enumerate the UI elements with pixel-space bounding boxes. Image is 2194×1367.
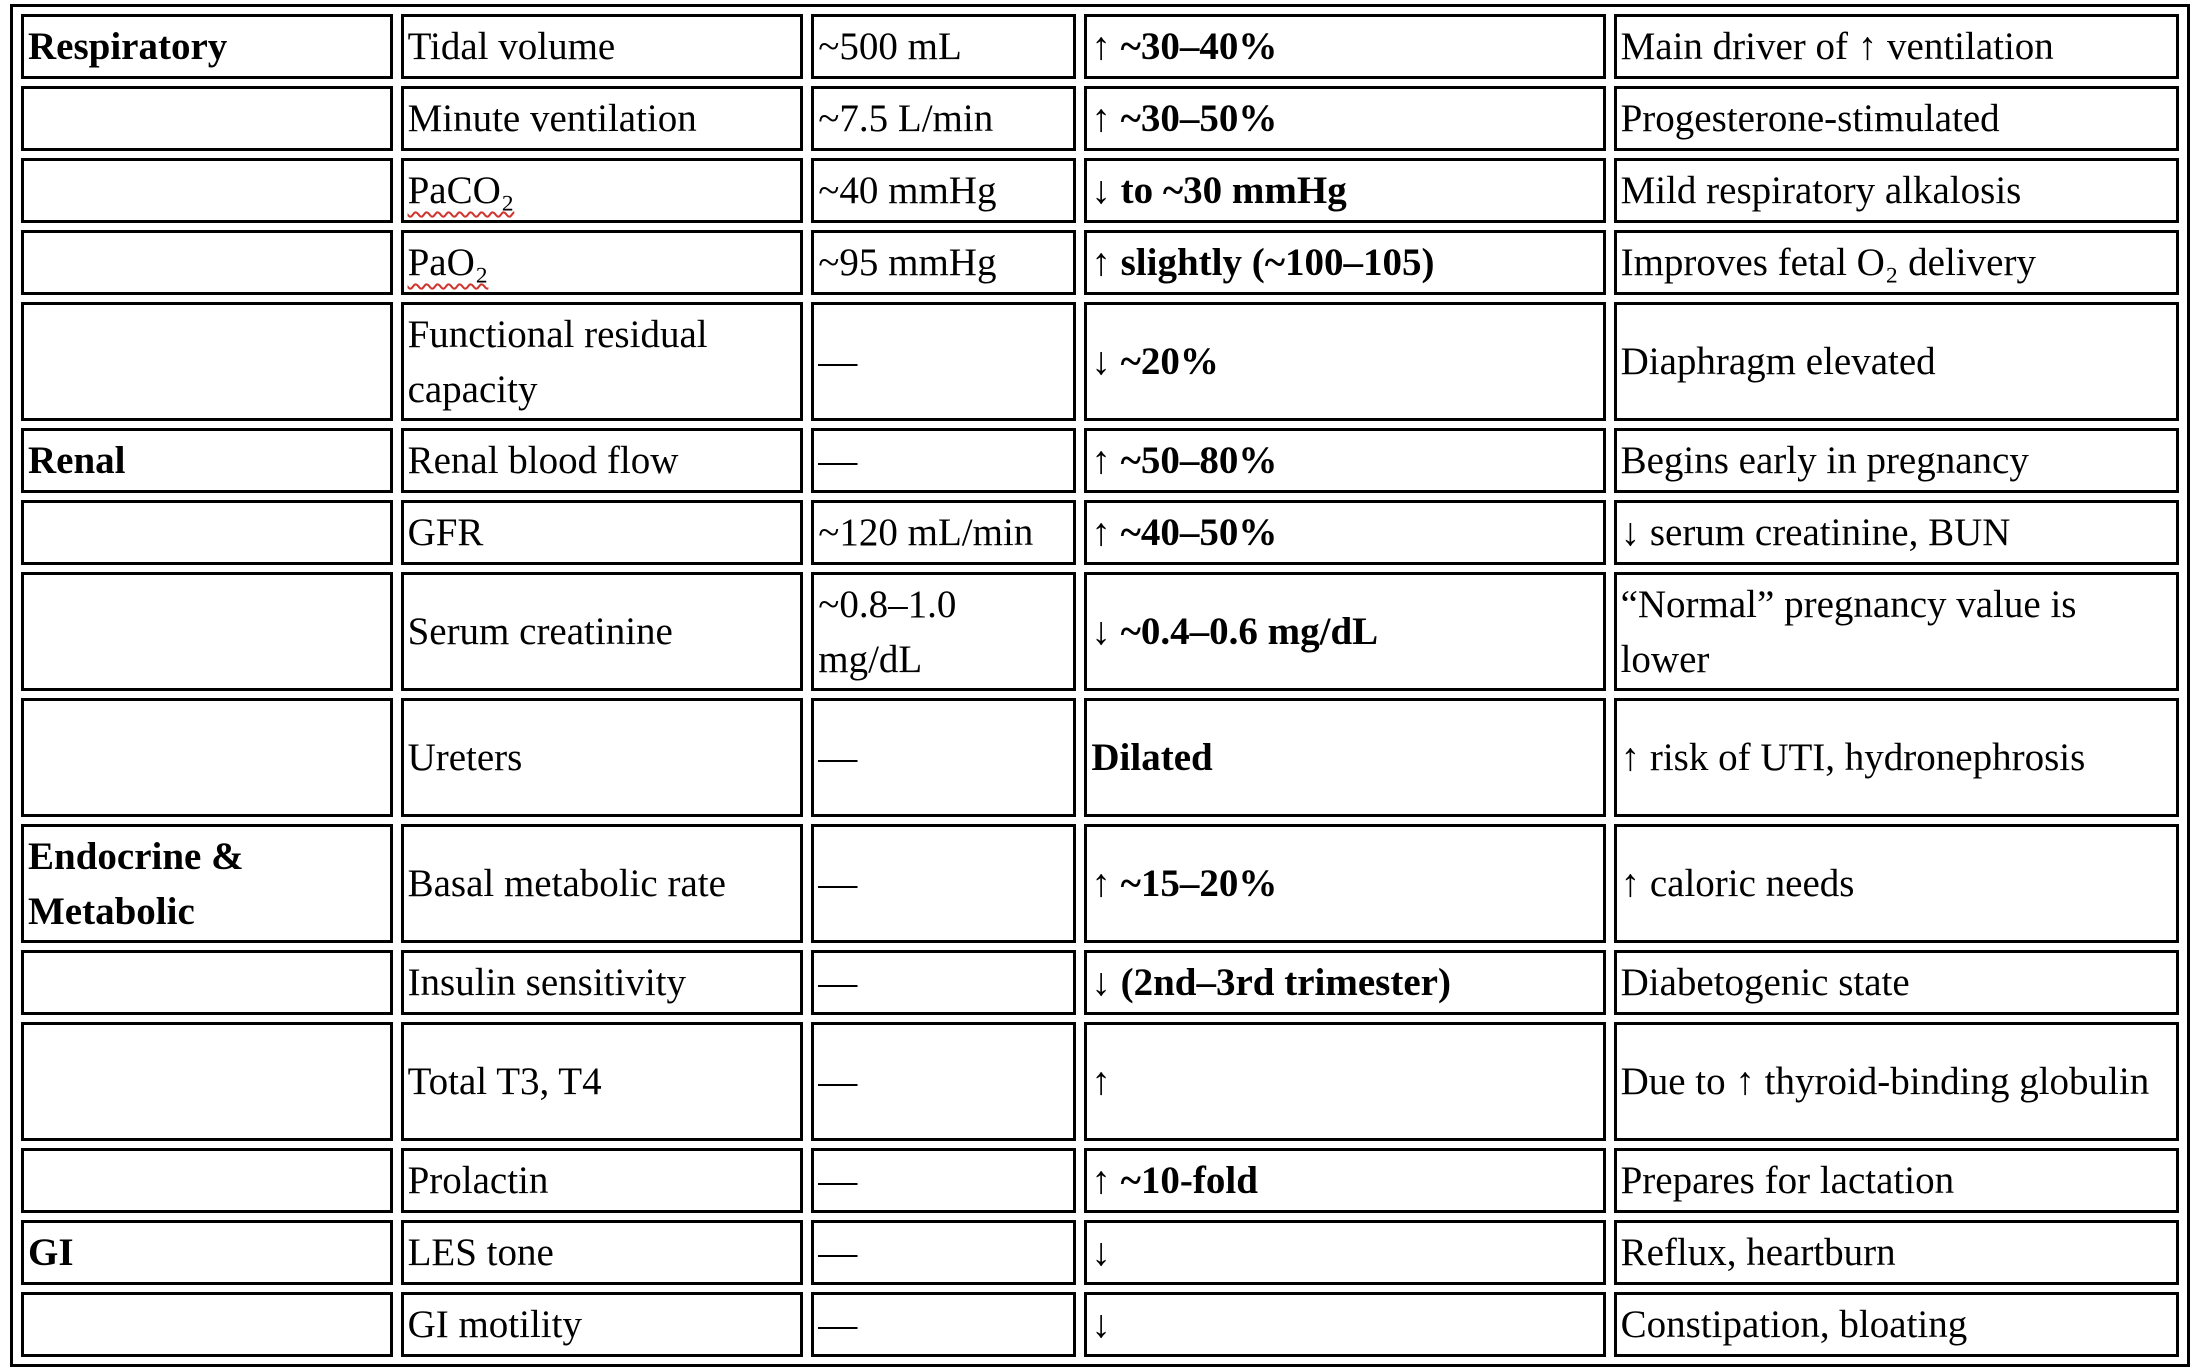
change-cell bbox=[1084, 572, 1605, 691]
system-cell bbox=[21, 158, 393, 223]
baseline-text: ~120 mL/min bbox=[818, 511, 1034, 554]
baseline-cell bbox=[811, 1220, 1076, 1285]
baseline-text: ~40 mmHg bbox=[818, 169, 997, 212]
arrow-up-icon: ↑ bbox=[1091, 25, 1121, 68]
change-cell bbox=[1084, 824, 1605, 943]
parameter-cell bbox=[401, 1022, 804, 1141]
parameter-text: PaCO₂ bbox=[407, 169, 515, 212]
baseline-cell bbox=[811, 1292, 1076, 1357]
table-row bbox=[21, 158, 2179, 223]
parameter-text: Insulin sensitivity bbox=[407, 961, 686, 1004]
baseline-text: ~95 mmHg bbox=[818, 241, 997, 284]
baseline-cell bbox=[811, 14, 1076, 79]
parameter-cell bbox=[401, 302, 804, 421]
parameter-cell bbox=[401, 500, 804, 565]
arrow-up-icon: ↑ bbox=[1091, 1159, 1121, 1202]
table-row bbox=[21, 1220, 2179, 1285]
system-text: Respiratory bbox=[28, 25, 228, 68]
change-text: ↓ to ~30 mmHg bbox=[1091, 169, 1347, 212]
note-cell bbox=[1614, 1148, 2179, 1213]
baseline-text: — bbox=[818, 340, 858, 383]
parameter-cell bbox=[401, 950, 804, 1015]
note-text: Progesterone-stimulated bbox=[1620, 97, 2000, 140]
note-text: Constipation, bloating bbox=[1620, 1303, 1968, 1346]
table-row bbox=[21, 1148, 2179, 1213]
note-text: Main driver of ↑ ventilation bbox=[1620, 25, 2054, 68]
change-text: ↑ slightly (~100–105) bbox=[1091, 241, 1435, 284]
note-cell bbox=[1614, 230, 2179, 295]
change-cell bbox=[1084, 1220, 1605, 1285]
system-cell bbox=[21, 698, 393, 817]
change-text: ↓ bbox=[1091, 1231, 1111, 1274]
arrow-up-icon: ↑ bbox=[1091, 511, 1121, 554]
system-cell bbox=[21, 1292, 393, 1357]
note-text: ↑ caloric needs bbox=[1620, 862, 1855, 905]
change-cell bbox=[1084, 86, 1605, 151]
baseline-text: — bbox=[818, 736, 858, 779]
change-text: ↓ ~0.4–0.6 mg/dL bbox=[1091, 610, 1379, 653]
system-cell bbox=[21, 302, 393, 421]
note-cell bbox=[1614, 1292, 2179, 1357]
note-cell bbox=[1614, 158, 2179, 223]
parameter-text: Basal metabolic rate bbox=[407, 862, 726, 905]
note-cell bbox=[1614, 824, 2179, 943]
note-cell bbox=[1614, 950, 2179, 1015]
parameter-cell bbox=[401, 1148, 804, 1213]
arrow-up-icon: ↑ bbox=[1091, 97, 1121, 140]
parameter-text: Ureters bbox=[407, 736, 523, 779]
change-text: ↑ ~50–80% bbox=[1091, 439, 1278, 482]
table-row bbox=[21, 500, 2179, 565]
baseline-text: — bbox=[818, 862, 858, 905]
arrow-up-icon: ↑ bbox=[1091, 862, 1121, 905]
system-cell bbox=[21, 86, 393, 151]
table-body bbox=[21, 14, 2179, 1357]
baseline-text: — bbox=[818, 439, 858, 482]
change-cell bbox=[1084, 158, 1605, 223]
note-text: Diaphragm elevated bbox=[1620, 340, 1936, 383]
table-row bbox=[21, 302, 2179, 421]
baseline-cell bbox=[811, 572, 1076, 691]
parameter-text: Total T3, T4 bbox=[407, 1060, 602, 1103]
arrow-down-icon: ↓ bbox=[1091, 169, 1121, 212]
note-cell bbox=[1614, 698, 2179, 817]
arrow-up-icon: ↑ bbox=[1091, 439, 1121, 482]
baseline-cell bbox=[811, 1022, 1076, 1141]
parameter-text: Tidal volume bbox=[407, 25, 616, 68]
change-text: ↑ bbox=[1091, 1060, 1111, 1103]
system-cell bbox=[21, 500, 393, 565]
system-cell bbox=[21, 950, 393, 1015]
note-text: Improves fetal O₂ delivery bbox=[1620, 241, 2036, 284]
parameter-cell bbox=[401, 86, 804, 151]
note-text: “Normal” pregnancy value is lower bbox=[1620, 582, 2077, 681]
note-cell bbox=[1614, 572, 2179, 691]
note-cell bbox=[1614, 428, 2179, 493]
note-cell bbox=[1614, 1022, 2179, 1141]
change-cell bbox=[1084, 230, 1605, 295]
parameter-text: Serum creatinine bbox=[407, 610, 673, 653]
arrow-up-icon: ↑ bbox=[1091, 241, 1121, 284]
note-cell bbox=[1614, 14, 2179, 79]
note-text: Reflux, heartburn bbox=[1620, 1231, 1896, 1274]
baseline-cell bbox=[811, 500, 1076, 565]
system-text: Renal bbox=[28, 439, 126, 482]
parameter-cell bbox=[401, 1220, 804, 1285]
arrow-down-icon: ↓ bbox=[1091, 961, 1121, 1004]
baseline-text: ~500 mL bbox=[818, 25, 962, 68]
parameter-text: GI motility bbox=[407, 1303, 582, 1346]
change-text: ↑ ~30–40% bbox=[1091, 25, 1278, 68]
baseline-cell bbox=[811, 302, 1076, 421]
table-row bbox=[21, 14, 2179, 79]
change-text: ↓ bbox=[1091, 1303, 1111, 1346]
parameter-cell bbox=[401, 230, 804, 295]
change-text: ↓ (2nd–3rd trimester) bbox=[1091, 961, 1451, 1004]
note-text: Due to ↑ thyroid-binding globulin bbox=[1620, 1060, 2150, 1103]
change-text: ↑ ~10-fold bbox=[1091, 1159, 1258, 1202]
note-cell bbox=[1614, 1220, 2179, 1285]
note-cell bbox=[1614, 86, 2179, 151]
parameter-cell bbox=[401, 428, 804, 493]
parameter-cell bbox=[401, 824, 804, 943]
arrow-down-icon: ↓ bbox=[1091, 610, 1121, 653]
note-text: Prepares for lactation bbox=[1620, 1159, 1955, 1202]
parameter-cell bbox=[401, 158, 804, 223]
baseline-text: — bbox=[818, 1231, 858, 1274]
note-text: ↑ risk of UTI, hydronephrosis bbox=[1620, 736, 2086, 779]
table-row bbox=[21, 824, 2179, 943]
note-text: Begins early in pregnancy bbox=[1620, 439, 2029, 482]
change-cell bbox=[1084, 1022, 1605, 1141]
parameter-text: PaO₂ bbox=[407, 241, 489, 284]
change-cell bbox=[1084, 302, 1605, 421]
table-row bbox=[21, 572, 2179, 691]
system-cell bbox=[21, 1148, 393, 1213]
parameter-cell bbox=[401, 572, 804, 691]
change-cell bbox=[1084, 1292, 1605, 1357]
note-text: Mild respiratory alkalosis bbox=[1620, 169, 2022, 212]
parameter-cell bbox=[401, 14, 804, 79]
baseline-cell bbox=[811, 428, 1076, 493]
change-text: Dilated bbox=[1091, 736, 1213, 779]
system-cell bbox=[21, 14, 393, 79]
system-cell bbox=[21, 824, 393, 943]
note-cell bbox=[1614, 500, 2179, 565]
baseline-text: — bbox=[818, 1060, 858, 1103]
parameter-cell bbox=[401, 1292, 804, 1357]
system-cell bbox=[21, 572, 393, 691]
system-text: Endocrine & Metabolic bbox=[28, 834, 244, 933]
change-cell bbox=[1084, 950, 1605, 1015]
parameter-text: Minute ventilation bbox=[407, 97, 697, 140]
arrow-down-icon: ↓ bbox=[1091, 340, 1121, 383]
note-cell bbox=[1614, 302, 2179, 421]
system-text: GI bbox=[28, 1231, 74, 1274]
note-text: ↓ serum creatinine, BUN bbox=[1620, 511, 2011, 554]
baseline-cell bbox=[811, 950, 1076, 1015]
change-text: ↑ ~15–20% bbox=[1091, 862, 1278, 905]
system-cell bbox=[21, 1220, 393, 1285]
change-cell bbox=[1084, 1148, 1605, 1213]
change-text: ↑ ~30–50% bbox=[1091, 97, 1278, 140]
system-cell bbox=[21, 428, 393, 493]
table-row bbox=[21, 230, 2179, 295]
baseline-cell bbox=[811, 158, 1076, 223]
table-row bbox=[21, 1292, 2179, 1357]
baseline-cell bbox=[811, 824, 1076, 943]
baseline-cell bbox=[811, 1148, 1076, 1213]
change-text: ↑ ~40–50% bbox=[1091, 511, 1278, 554]
change-cell bbox=[1084, 14, 1605, 79]
table-row bbox=[21, 428, 2179, 493]
system-cell bbox=[21, 230, 393, 295]
system-cell bbox=[21, 1022, 393, 1141]
baseline-text: — bbox=[818, 961, 858, 1004]
table-row bbox=[21, 1022, 2179, 1141]
change-cell bbox=[1084, 500, 1605, 565]
parameter-text: Functional residual capacity bbox=[407, 312, 708, 411]
table-row bbox=[21, 950, 2179, 1015]
baseline-cell bbox=[811, 698, 1076, 817]
parameter-text: GFR bbox=[407, 511, 484, 554]
change-text: ↓ ~20% bbox=[1091, 340, 1219, 383]
note-text: Diabetogenic state bbox=[1620, 961, 1910, 1004]
parameter-cell bbox=[401, 698, 804, 817]
table-row bbox=[21, 86, 2179, 151]
baseline-text: ~7.5 L/min bbox=[818, 97, 994, 140]
parameter-text: Renal blood flow bbox=[407, 439, 679, 482]
physiology-table bbox=[10, 4, 2190, 1367]
change-cell bbox=[1084, 428, 1605, 493]
baseline-cell bbox=[811, 86, 1076, 151]
baseline-text: — bbox=[818, 1303, 858, 1346]
baseline-text: ~0.8–1.0 mg/dL bbox=[818, 582, 957, 681]
table-row bbox=[21, 698, 2179, 817]
parameter-text: LES tone bbox=[407, 1231, 554, 1274]
parameter-text: Prolactin bbox=[407, 1159, 549, 1202]
baseline-cell bbox=[811, 230, 1076, 295]
change-cell bbox=[1084, 698, 1605, 817]
baseline-text: — bbox=[818, 1159, 858, 1202]
